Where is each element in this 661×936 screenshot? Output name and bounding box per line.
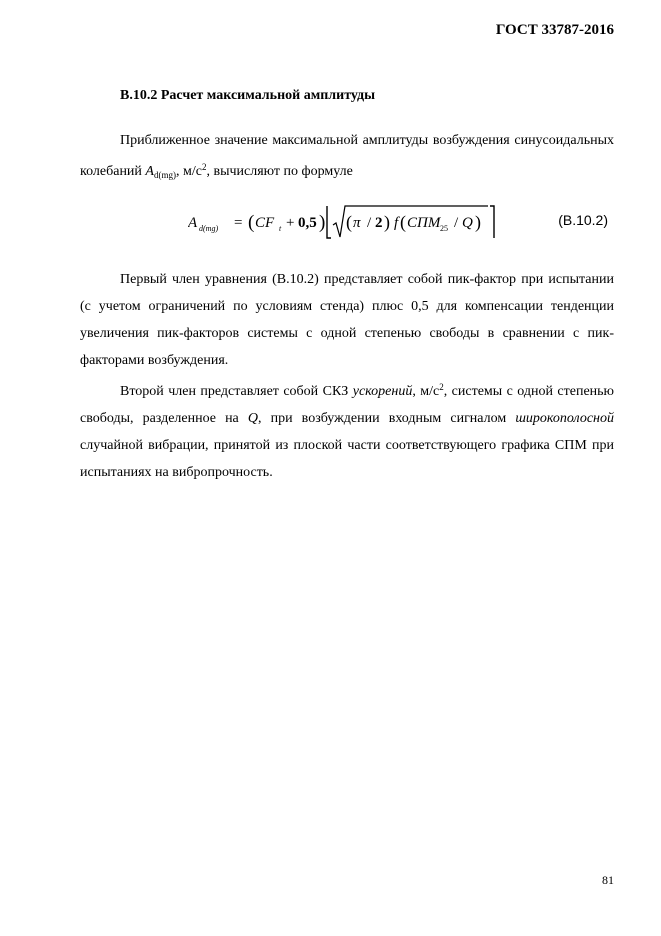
formula-equals: = — [234, 215, 243, 231]
paragraph-second-term — [80, 374, 614, 486]
formula-lhs: A — [188, 215, 198, 231]
formula-row — [80, 202, 614, 242]
formula-slash: / — [367, 215, 372, 231]
unit-superscript: 2 — [201, 162, 207, 172]
formula-spm-paren-close: ) — [475, 212, 481, 232]
formula-paren-close: ) — [319, 212, 326, 233]
second-term-text-5: случайной вибрации, принятой из плоской части соответствующего графика СПМ при испытаниях на вибропрочность. — [80, 438, 614, 480]
formula-b-10-2 — [188, 202, 508, 242]
second-term-superscript: 2 — [439, 382, 444, 392]
section-heading: В.10.2 Расчет максимальной амплитуды — [120, 88, 376, 103]
formula-f: f — [394, 215, 399, 231]
formula-bracket-right — [490, 206, 494, 238]
intro-text: Приближенное значение максимальной амплитуды возбуждения синусоидальных колебаний — [80, 133, 614, 179]
q-italic: Q — [247, 411, 258, 426]
formula-slash2: / — [454, 215, 459, 231]
second-term-text-3: , системы с одной степенью свободы, разделенное на — [80, 384, 615, 426]
formula-spm: СПМ — [407, 215, 441, 231]
unit-text: , м/с — [175, 164, 202, 179]
paragraph-first-term: Первый член уравнения (В.10.2) представляет собой пик-фактор при испытании (с учетом ограничений по условиям стенда) плюс 0,5 для компенсации тенденции увеличения пик-факторов системы с одной степенью свободы в сравнении с пик-факторами возбуждения. — [80, 272, 614, 368]
formula-plus: + — [286, 215, 295, 231]
formula-pi: π — [353, 215, 361, 231]
second-term-text-1: Второй член представляет собой СКЗ — [120, 384, 353, 399]
intro-end-text: , вычисляют по формуле — [206, 164, 353, 179]
second-term-text-2: , м/с — [412, 384, 440, 399]
formula-lhs-sub: d(mg) — [199, 224, 219, 233]
amplitude-symbol: A — [145, 164, 154, 179]
formula-spm-sub: 25 — [440, 224, 448, 233]
formula-cf: CF — [255, 215, 275, 231]
second-term-text-4: , при возбуждении входным сигналом — [258, 411, 516, 426]
document-header: ГОСТ 33787-2016 — [495, 22, 614, 38]
broadband-italic: широкополосной — [515, 411, 614, 426]
accelerations-italic: ускорений — [352, 384, 413, 399]
amplitude-subscript: d(mg) — [153, 170, 176, 180]
formula-two: 2 — [375, 215, 383, 231]
formula-inner-paren-open: ( — [346, 212, 352, 232]
paragraph-intro — [80, 127, 614, 189]
formula-paren-open: ( — [248, 212, 255, 233]
formula-half: 0,5 — [298, 215, 317, 231]
formula-inner-paren-close: ) — [384, 212, 390, 232]
formula-bracket-left — [327, 206, 331, 238]
formula-spm-paren-open: ( — [400, 212, 406, 232]
formula-q: Q — [462, 215, 473, 231]
formula-cf-sub: t — [279, 224, 282, 233]
formula-number: (В.10.2) — [558, 212, 608, 228]
page-number: 81 — [602, 873, 614, 887]
